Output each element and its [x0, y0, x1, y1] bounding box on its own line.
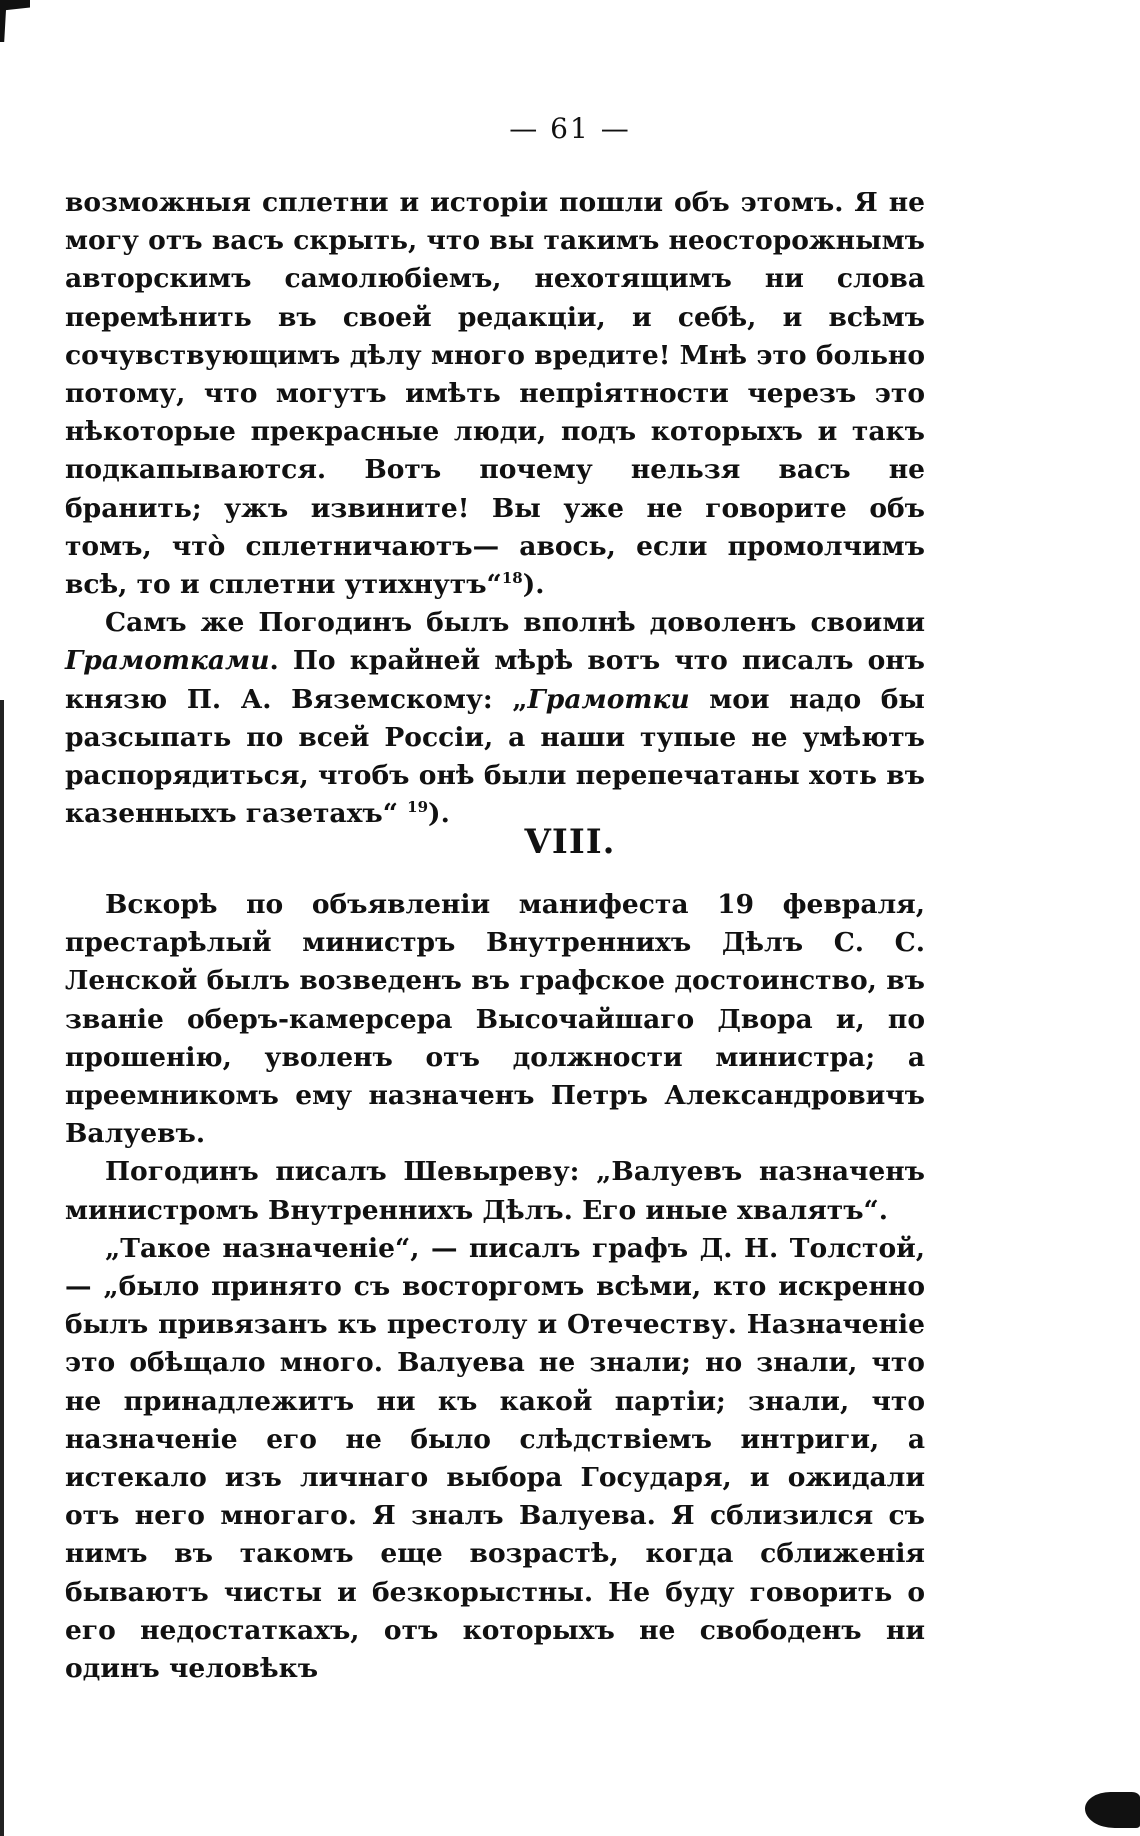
text-section-two	[65, 886, 925, 1688]
paragraph-text: Самъ же Погодинъ былъ вполнѣ доволенъ своими	[105, 607, 925, 639]
chapter-heading: VIII.	[524, 822, 616, 862]
footnote-ref: 19	[407, 798, 429, 817]
paragraph-text: мои надо бы разсыпать по всей Россіи, а наши тупые не умѣютъ распорядиться, чтобъ онѣ были перепечатаны хоть въ казенныхъ газетахъ“	[65, 683, 925, 830]
italic-term: Грамотки	[527, 683, 690, 715]
text-section-one	[65, 184, 925, 833]
page-number: — 61 —	[509, 112, 631, 145]
paragraph-end: ).	[428, 798, 450, 830]
paragraph-shevyrev-letter: Погодинъ писалъ Шевыреву: „Валуевъ назначенъ министромъ Внутреннихъ Дѣлъ. Его иные хвалятъ“.	[65, 1156, 925, 1226]
scan-ink-blot	[1085, 1792, 1140, 1828]
scan-corner-mark	[0, 0, 30, 42]
italic-term: Грамотками	[65, 645, 270, 677]
paragraph-text: возможныя сплетни и исторіи пошли объ этомъ. Я не могу отъ васъ скрыть, что вы такимъ неосторожнымъ авторскимъ самолюбіемъ, нехотящимъ ни слова перемѣнить въ своей редакціи, и себѣ, и всѣмъ сочувствующимъ дѣлу много вредите! Мнѣ это больно потому, что могутъ имѣть непріятности черезъ это нѣкоторые прекрасные люди, подъ которыхъ и такъ подкапываются. Вотъ почему нельзя васъ не бранить; ужъ извините! Вы уже не говорите объ томъ, что̀ сплетничаютъ— авось, если промолчимъ всѣ, то и сплетни утихнутъ“	[65, 187, 925, 601]
paragraph-pogodin-gramotki	[65, 604, 925, 833]
footnote-ref: 18	[501, 569, 523, 588]
paragraph-text: . По крайней мѣрѣ вотъ что писалъ онъ князю П. А. Вяземскому: „	[65, 645, 925, 715]
scan-edge-line	[0, 700, 4, 1836]
paragraph-manifesto: Вскорѣ по объявленіи манифеста 19 февраля, престарѣлый министръ Внутреннихъ Дѣлъ С. С. Ленской былъ возведенъ въ графское достоинство, въ званіе оберъ-камерсера Высочайшаго Двора и, по прошенію, уволенъ отъ должности министра; а преемникомъ ему назначенъ Петръ Александровичъ Валуевъ.	[65, 889, 925, 1150]
paragraph-tolstoy-quote: „Такое назначеніе“, — писалъ графъ Д. Н. Толстой, — „было принято съ восторгомъ всѣми, кто искренно былъ привязанъ къ престолу и Отечеству. Назначеніе это обѣщало много. Валуева не знали; но знали, что не принадлежитъ ни къ какой партіи; знали, что назначеніе его не было слѣдствіемъ интриги, а истекало изъ личнаго выбора Государя, и ожидали отъ него многаго. Я зналъ Валуева. Я сблизился съ нимъ въ такомъ еще возрастѣ, когда сближенія бываютъ чисты и безкорыстны. Не буду говорить о его недостаткахъ, отъ которыхъ не свободенъ ни одинъ человѣкъ	[65, 1232, 925, 1685]
paragraph-letter-quote	[65, 184, 925, 604]
paragraph-end: ).	[522, 569, 545, 601]
